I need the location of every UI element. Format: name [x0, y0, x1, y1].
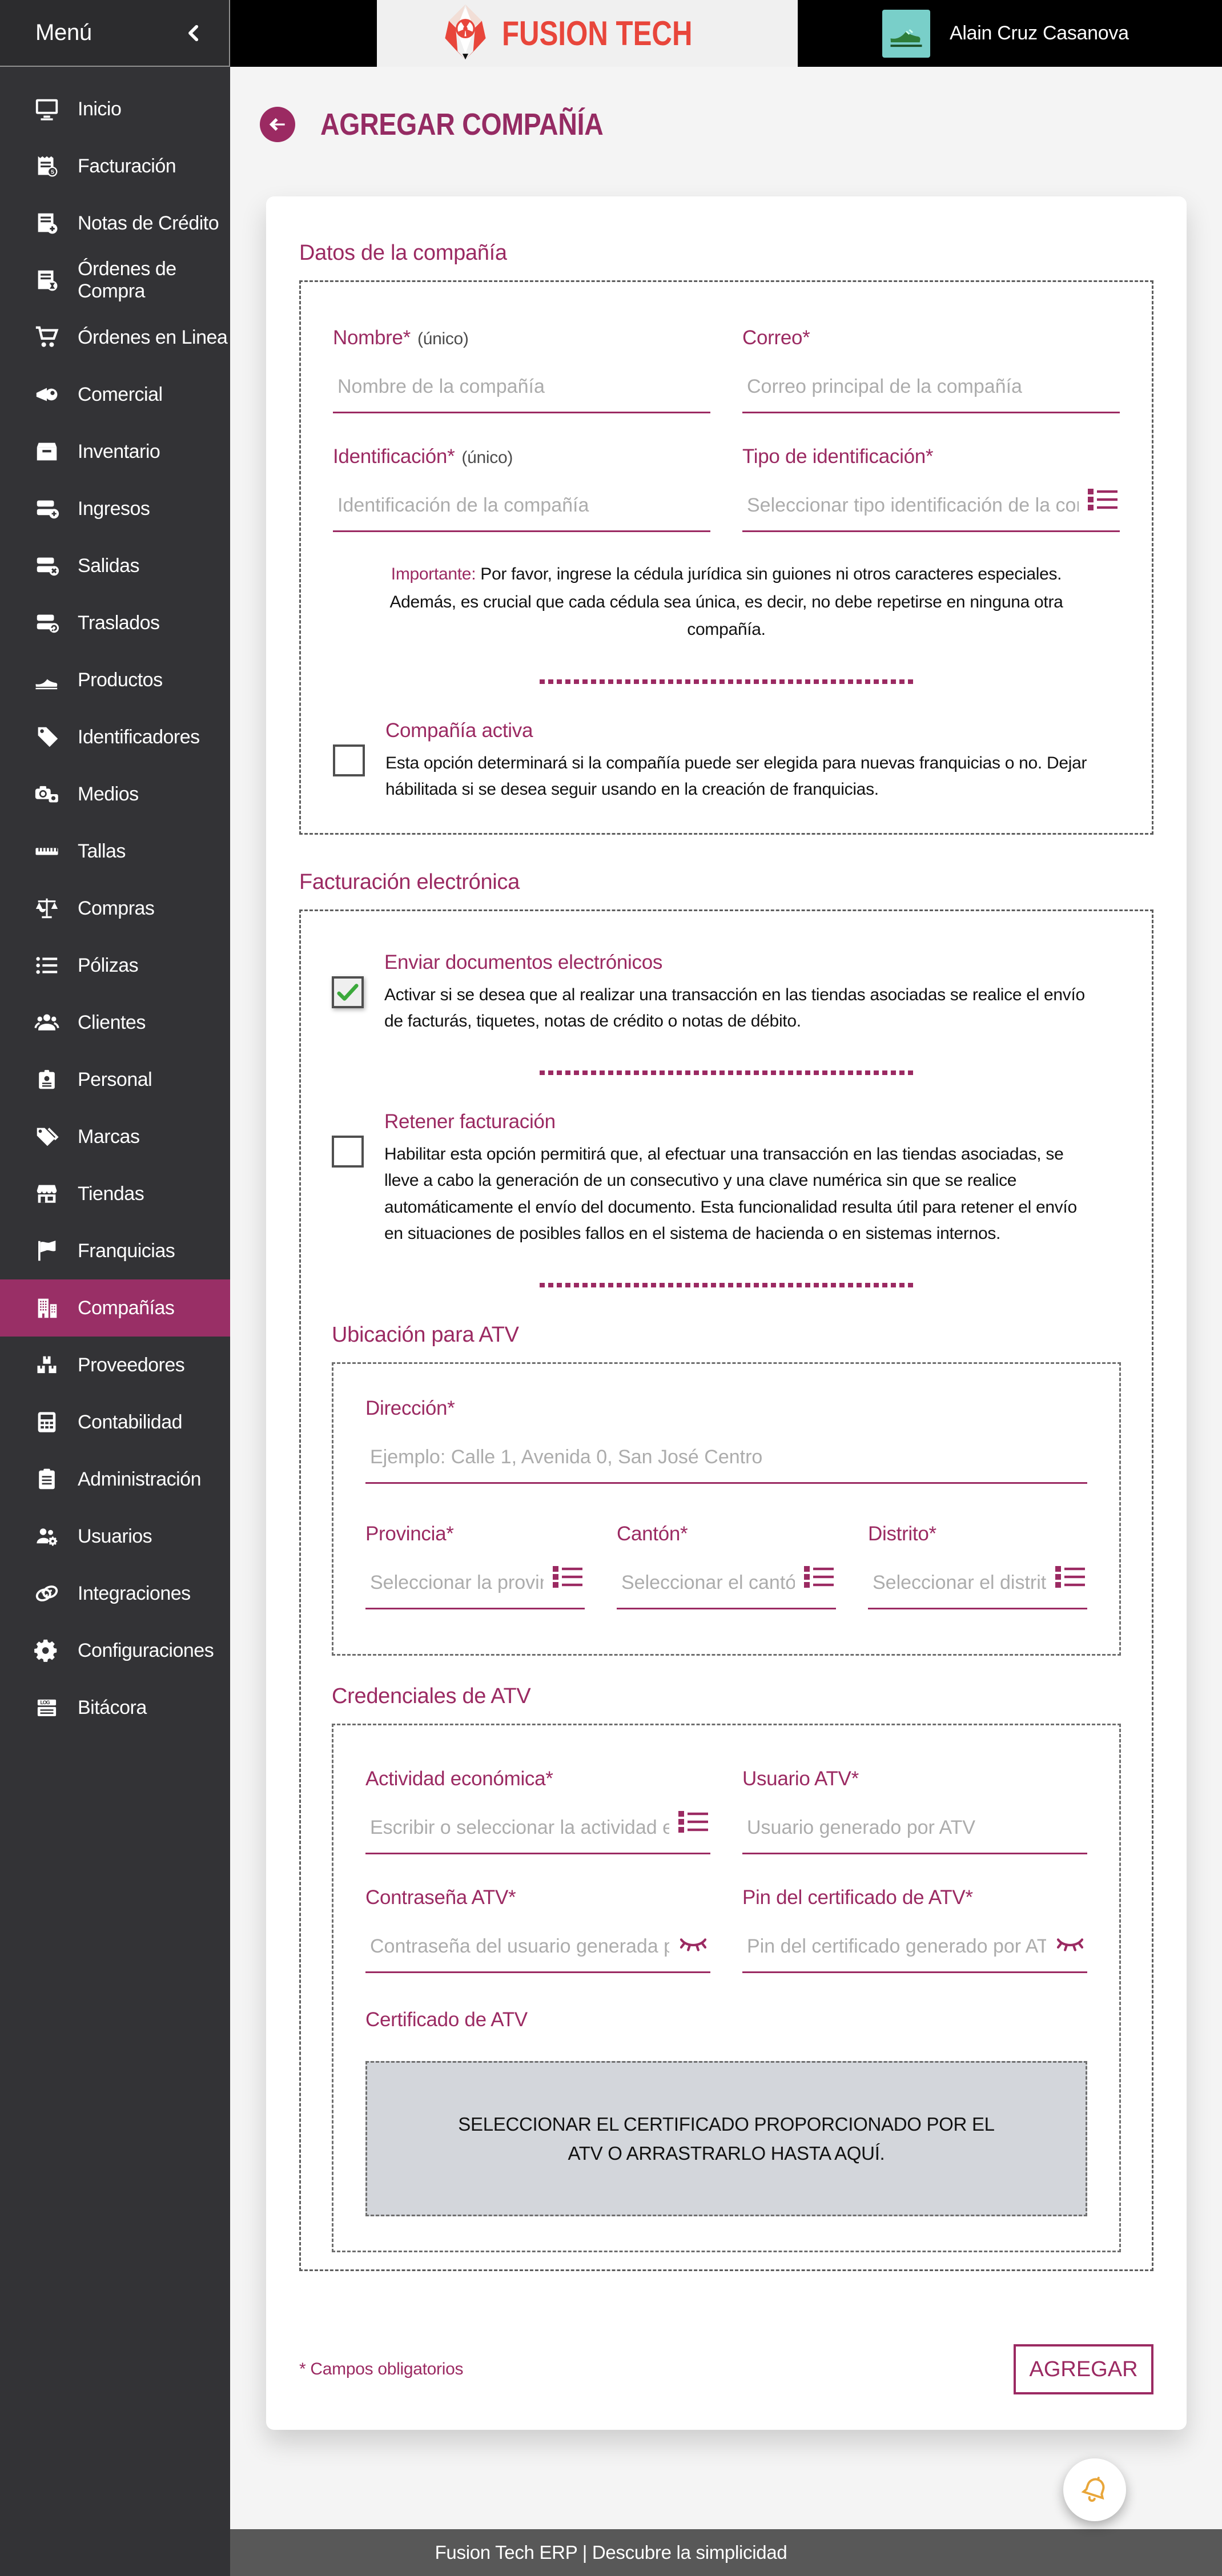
company-name-input[interactable]: [333, 376, 710, 413]
sidebar-item-label: Medios: [78, 783, 139, 805]
company-active-description: Esta opción determinará si la compañía puede ser elegida para nuevas franquicias o no. Dejar hábilitada si se desea seguir usando en la creación de franquicias.: [385, 753, 1087, 799]
collapse-sidebar-button[interactable]: [184, 23, 204, 43]
dotted-divider: [540, 1070, 914, 1075]
clipboard-icon: [33, 1466, 61, 1493]
chevron-left-icon: [184, 23, 204, 43]
sidebar-item-identificadores[interactable]: [0, 709, 230, 766]
invoice-icon: [33, 152, 61, 180]
billing-box: [299, 909, 1153, 2271]
sidebar-item-label: Facturación: [78, 155, 176, 177]
topbar: [230, 0, 1222, 67]
address-label: Dirección*: [365, 1396, 455, 1419]
sidebar-item-label: Compras: [78, 897, 155, 919]
company-active-row: [333, 719, 1120, 803]
certificate-dropzone-text: SELECCIONAR EL CERTIFICADO PROPORCIONADO POR EL ATV O ARRASTRARLO HASTA AQUÍ.: [458, 2113, 995, 2164]
field-province: [365, 1523, 585, 1609]
cart-icon: [33, 324, 61, 351]
field-district: [868, 1523, 1087, 1609]
crates-icon: [33, 1351, 61, 1379]
sidebar-item-ingresos[interactable]: [0, 480, 230, 537]
link-icon: [33, 1580, 61, 1607]
sidebar-nav: [0, 67, 230, 1736]
send-docs-row: [332, 951, 1121, 1035]
sidebar-item-label: Inicio: [78, 98, 122, 120]
select-list-icon[interactable]: [803, 1563, 835, 1592]
email-label: Correo*: [742, 327, 810, 349]
log-icon: [33, 1694, 61, 1721]
field-atv-user: [742, 1768, 1087, 1854]
company-data-box: [299, 280, 1153, 835]
field-name: [333, 327, 710, 413]
sidebar-item-label: Traslados: [78, 611, 160, 634]
sidebar-item-companias[interactable]: [0, 1279, 230, 1337]
buildings-icon: [33, 1294, 61, 1322]
retain-billing-label: Retener facturación: [384, 1110, 556, 1133]
sidebar: [0, 0, 230, 2576]
company-email-input[interactable]: [742, 376, 1120, 413]
sidebar-item-label: Marcas: [78, 1125, 140, 1148]
company-active-checkbox[interactable]: [333, 744, 365, 776]
ruler-icon: [33, 838, 61, 865]
megaphone-icon: [33, 381, 61, 408]
sidebar-item-label: Administración: [78, 1468, 201, 1490]
sidebar-item-administracion[interactable]: [0, 1451, 230, 1508]
inflow-icon: [33, 495, 61, 522]
field-address: [365, 1397, 1087, 1484]
field-identification-type: [742, 445, 1120, 532]
identification-unique-hint: (único): [461, 448, 513, 467]
important-label: Importante:: [391, 565, 476, 583]
select-list-icon[interactable]: [1087, 485, 1119, 515]
gear-icon: [33, 1637, 61, 1664]
tag-icon: [33, 723, 61, 751]
credentials-title: Credenciales de ATV: [332, 1684, 531, 1708]
sidebar-item-inventario[interactable]: [0, 423, 230, 480]
sidebar-item-salidas[interactable]: [0, 537, 230, 594]
sidebar-item-integraciones[interactable]: [0, 1565, 230, 1622]
sidebar-item-traslados[interactable]: [0, 594, 230, 651]
footer-text: Fusion Tech ERP | Descubre la simplicidad: [435, 2542, 787, 2563]
send-docs-description: Activar si se desea que al realizar una transacción en las tiendas asociadas se realice el envío de facturás, tiquetes, notas de crédito o notas de débito.: [384, 985, 1085, 1031]
sidebar-item-label: Órdenes de Compra: [78, 258, 176, 302]
retain-billing-checkbox[interactable]: [332, 1136, 364, 1168]
field-atv-pin: [742, 1886, 1087, 1973]
sidebar-item-personal[interactable]: [0, 1051, 230, 1108]
form-card: [266, 196, 1187, 2430]
retain-billing-row: [332, 1110, 1121, 1247]
atv-user-label: Usuario ATV*: [742, 1767, 859, 1790]
page-title: AGREGAR COMPAÑÍA: [320, 107, 604, 142]
certificate-dropzone[interactable]: [365, 2061, 1087, 2216]
sidebar-item-label: Bitácora: [78, 1696, 147, 1718]
agregar-button[interactable]: AGREGAR: [1014, 2344, 1153, 2394]
sidebar-item-label: Notas de Crédito: [78, 212, 219, 234]
notification-fab[interactable]: [1063, 2458, 1126, 2521]
sidebar-item-medios[interactable]: [0, 766, 230, 823]
sidebar-item-clientes[interactable]: [0, 994, 230, 1051]
brand-panel[interactable]: [377, 0, 798, 67]
certificate-label: Certificado de ATV: [365, 2008, 528, 2031]
identification-label: Identificación*: [333, 445, 455, 468]
store-icon: [33, 1180, 61, 1208]
sidebar-item-ordenes-de-compra[interactable]: [0, 252, 230, 309]
sidebar-item-label: Pólizas: [78, 954, 139, 976]
svg-text:5: 5: [51, 169, 54, 176]
arrow-left-icon: [267, 114, 288, 135]
sidebar-item-comercial[interactable]: [0, 366, 230, 423]
monitor-icon: [33, 95, 61, 123]
economic-activity-label: Actividad económica*: [365, 1767, 553, 1790]
scale-icon: [33, 895, 61, 922]
sidebar-item-label: Integraciones: [78, 1582, 191, 1604]
tags-icon: [33, 1123, 61, 1150]
menu-label: Menú: [35, 20, 92, 45]
dotted-divider: [540, 1283, 914, 1287]
sidebar-item-facturacion[interactable]: [0, 138, 230, 195]
field-identification: [333, 445, 710, 532]
sidebar-item-contabilidad[interactable]: [0, 1394, 230, 1451]
location-box: [332, 1362, 1121, 1656]
bell-icon: [1075, 2470, 1115, 2510]
calculator-icon: [33, 1408, 61, 1436]
main-content: [230, 67, 1222, 2430]
sidebar-item-polizas[interactable]: [0, 937, 230, 994]
sidebar-item-ordenes-en-linea[interactable]: [0, 309, 230, 366]
sidebar-item-marcas[interactable]: [0, 1108, 230, 1165]
atv-password-label: Contraseña ATV*: [365, 1886, 516, 1909]
camera-icon: [33, 780, 61, 808]
identification-type-label: Tipo de identificación*: [742, 445, 934, 468]
important-note: [364, 561, 1089, 644]
sidebar-item-label: Usuarios: [78, 1525, 152, 1547]
canton-label: Cantón*: [617, 1522, 688, 1545]
name-label: Nombre*: [333, 327, 411, 349]
outflow-icon: [33, 552, 61, 579]
sidebar-item-notas-de-credito[interactable]: [0, 195, 230, 252]
address-input[interactable]: [365, 1446, 1087, 1484]
field-canton: [617, 1523, 836, 1609]
flag-icon: [33, 1237, 61, 1265]
company-active-label: Compañía activa: [385, 719, 533, 742]
send-docs-checkbox[interactable]: [332, 976, 364, 1008]
atv-pin-input[interactable]: [742, 1935, 1087, 1973]
select-list-icon[interactable]: [552, 1563, 584, 1592]
sidebar-item-label: Identificadores: [78, 726, 200, 748]
sidebar-item-label: Clientes: [78, 1011, 146, 1033]
field-atv-password: [365, 1886, 710, 1973]
user-name: Alain Cruz Casanova: [950, 22, 1129, 44]
sidebar-item-productos[interactable]: [0, 651, 230, 709]
people-icon: [33, 1009, 61, 1036]
checkmark-icon: [335, 979, 361, 1005]
company-identification-input[interactable]: [333, 494, 710, 532]
sidebar-item-configuraciones[interactable]: [0, 1622, 230, 1679]
section-title-billing: Facturación electrónica: [299, 870, 520, 894]
user-menu[interactable]: [882, 0, 1129, 67]
district-label: Distrito*: [868, 1522, 936, 1545]
sidebar-item-label: Ingresos: [78, 497, 150, 520]
box-icon: [33, 438, 61, 465]
identification-type-select[interactable]: [742, 494, 1120, 532]
sidebar-item-inicio[interactable]: [0, 80, 230, 138]
credit-note-icon: [33, 210, 61, 237]
transfer-icon: [33, 609, 61, 637]
select-list-icon[interactable]: [677, 1808, 709, 1837]
sidebar-item-usuarios[interactable]: [0, 1508, 230, 1565]
send-docs-label: Enviar documentos electrónicos: [384, 951, 663, 973]
atv-password-input[interactable]: [365, 1935, 710, 1973]
name-unique-hint: (único): [417, 329, 469, 348]
form-actions: [299, 2344, 1153, 2394]
field-economic-activity: [365, 1768, 710, 1854]
province-label: Provincia*: [365, 1522, 454, 1545]
user-avatar: [882, 10, 930, 58]
sneaker-avatar-icon: [887, 15, 925, 53]
sidebar-item-franquicias[interactable]: [0, 1222, 230, 1279]
sidebar-item-tiendas[interactable]: [0, 1165, 230, 1222]
sidebar-item-label: Compañías: [78, 1297, 175, 1319]
location-title: Ubicación para ATV: [332, 1322, 519, 1347]
important-text: Por favor, ingrese la cédula jurídica sin guiones ni otros caracteres especiales. Además, es crucial que cada cédula sea única, es decir, no debe repetirse en ninguna otra compañía.: [389, 565, 1063, 639]
sidebar-item-label: Franquicias: [78, 1239, 175, 1262]
sidebar-item-label: Productos: [78, 669, 163, 691]
sidebar-item-label: Comercial: [78, 383, 163, 405]
credentials-box: [332, 1724, 1121, 2252]
eye-closed-icon[interactable]: [1054, 1926, 1086, 1956]
sidebar-item-label: Órdenes en Linea: [78, 326, 228, 348]
sidebar-item-tallas[interactable]: [0, 823, 230, 880]
fusion-tech-logo-icon: [440, 3, 491, 63]
sidebar-item-bitacora[interactable]: [0, 1679, 230, 1736]
economic-activity-select[interactable]: [365, 1817, 710, 1854]
sidebar-item-proveedores[interactable]: [0, 1337, 230, 1394]
sidebar-item-label: Tallas: [78, 840, 126, 862]
sidebar-item-compras[interactable]: [0, 880, 230, 937]
atv-pin-label: Pin del certificado de ATV*: [742, 1886, 973, 1909]
sidebar-item-label: Contabilidad: [78, 1411, 183, 1433]
sidebar-item-label: Proveedores: [78, 1354, 185, 1376]
sidebar-item-label: Inventario: [78, 440, 160, 462]
sidebar-item-label: Configuraciones: [78, 1639, 214, 1661]
select-list-icon[interactable]: [1054, 1563, 1086, 1592]
sidebar-item-label: Salidas: [78, 554, 140, 577]
section-title-company: Datos de la compañía: [299, 241, 507, 265]
required-fields-note: * Campos obligatorios: [299, 2360, 464, 2378]
eye-closed-icon[interactable]: [677, 1926, 709, 1956]
retain-billing-description: Habilitar esta opción permitirá que, al efectuar una transacción en las tiendas asociadas, se lleve a cabo la generación de un consecutivo y una clave numérica sin que se realice automáticamente el envío del documento. Esta funcionalidad resulta útil para retener el envío en situaciones de posibles fallos en el sistema de hacienda o en sistemas internos.: [384, 1144, 1077, 1243]
dotted-divider: [540, 679, 914, 684]
sidebar-item-label: Personal: [78, 1068, 152, 1090]
svg-text:LOG: LOG: [40, 1699, 50, 1705]
brand-title: FUSION TECH: [502, 14, 693, 53]
user-gear-icon: [33, 1523, 61, 1550]
atv-user-input[interactable]: [742, 1817, 1087, 1854]
sneaker-icon: [33, 666, 61, 694]
sidebar-item-label: Tiendas: [78, 1182, 144, 1205]
back-button[interactable]: [260, 107, 295, 142]
purchase-order-icon: [33, 267, 61, 294]
sidebar-header: [0, 0, 230, 67]
page-title-row: [260, 107, 1222, 142]
field-email: [742, 327, 1120, 413]
list-icon: [33, 952, 61, 979]
id-card-icon: [33, 1066, 61, 1093]
